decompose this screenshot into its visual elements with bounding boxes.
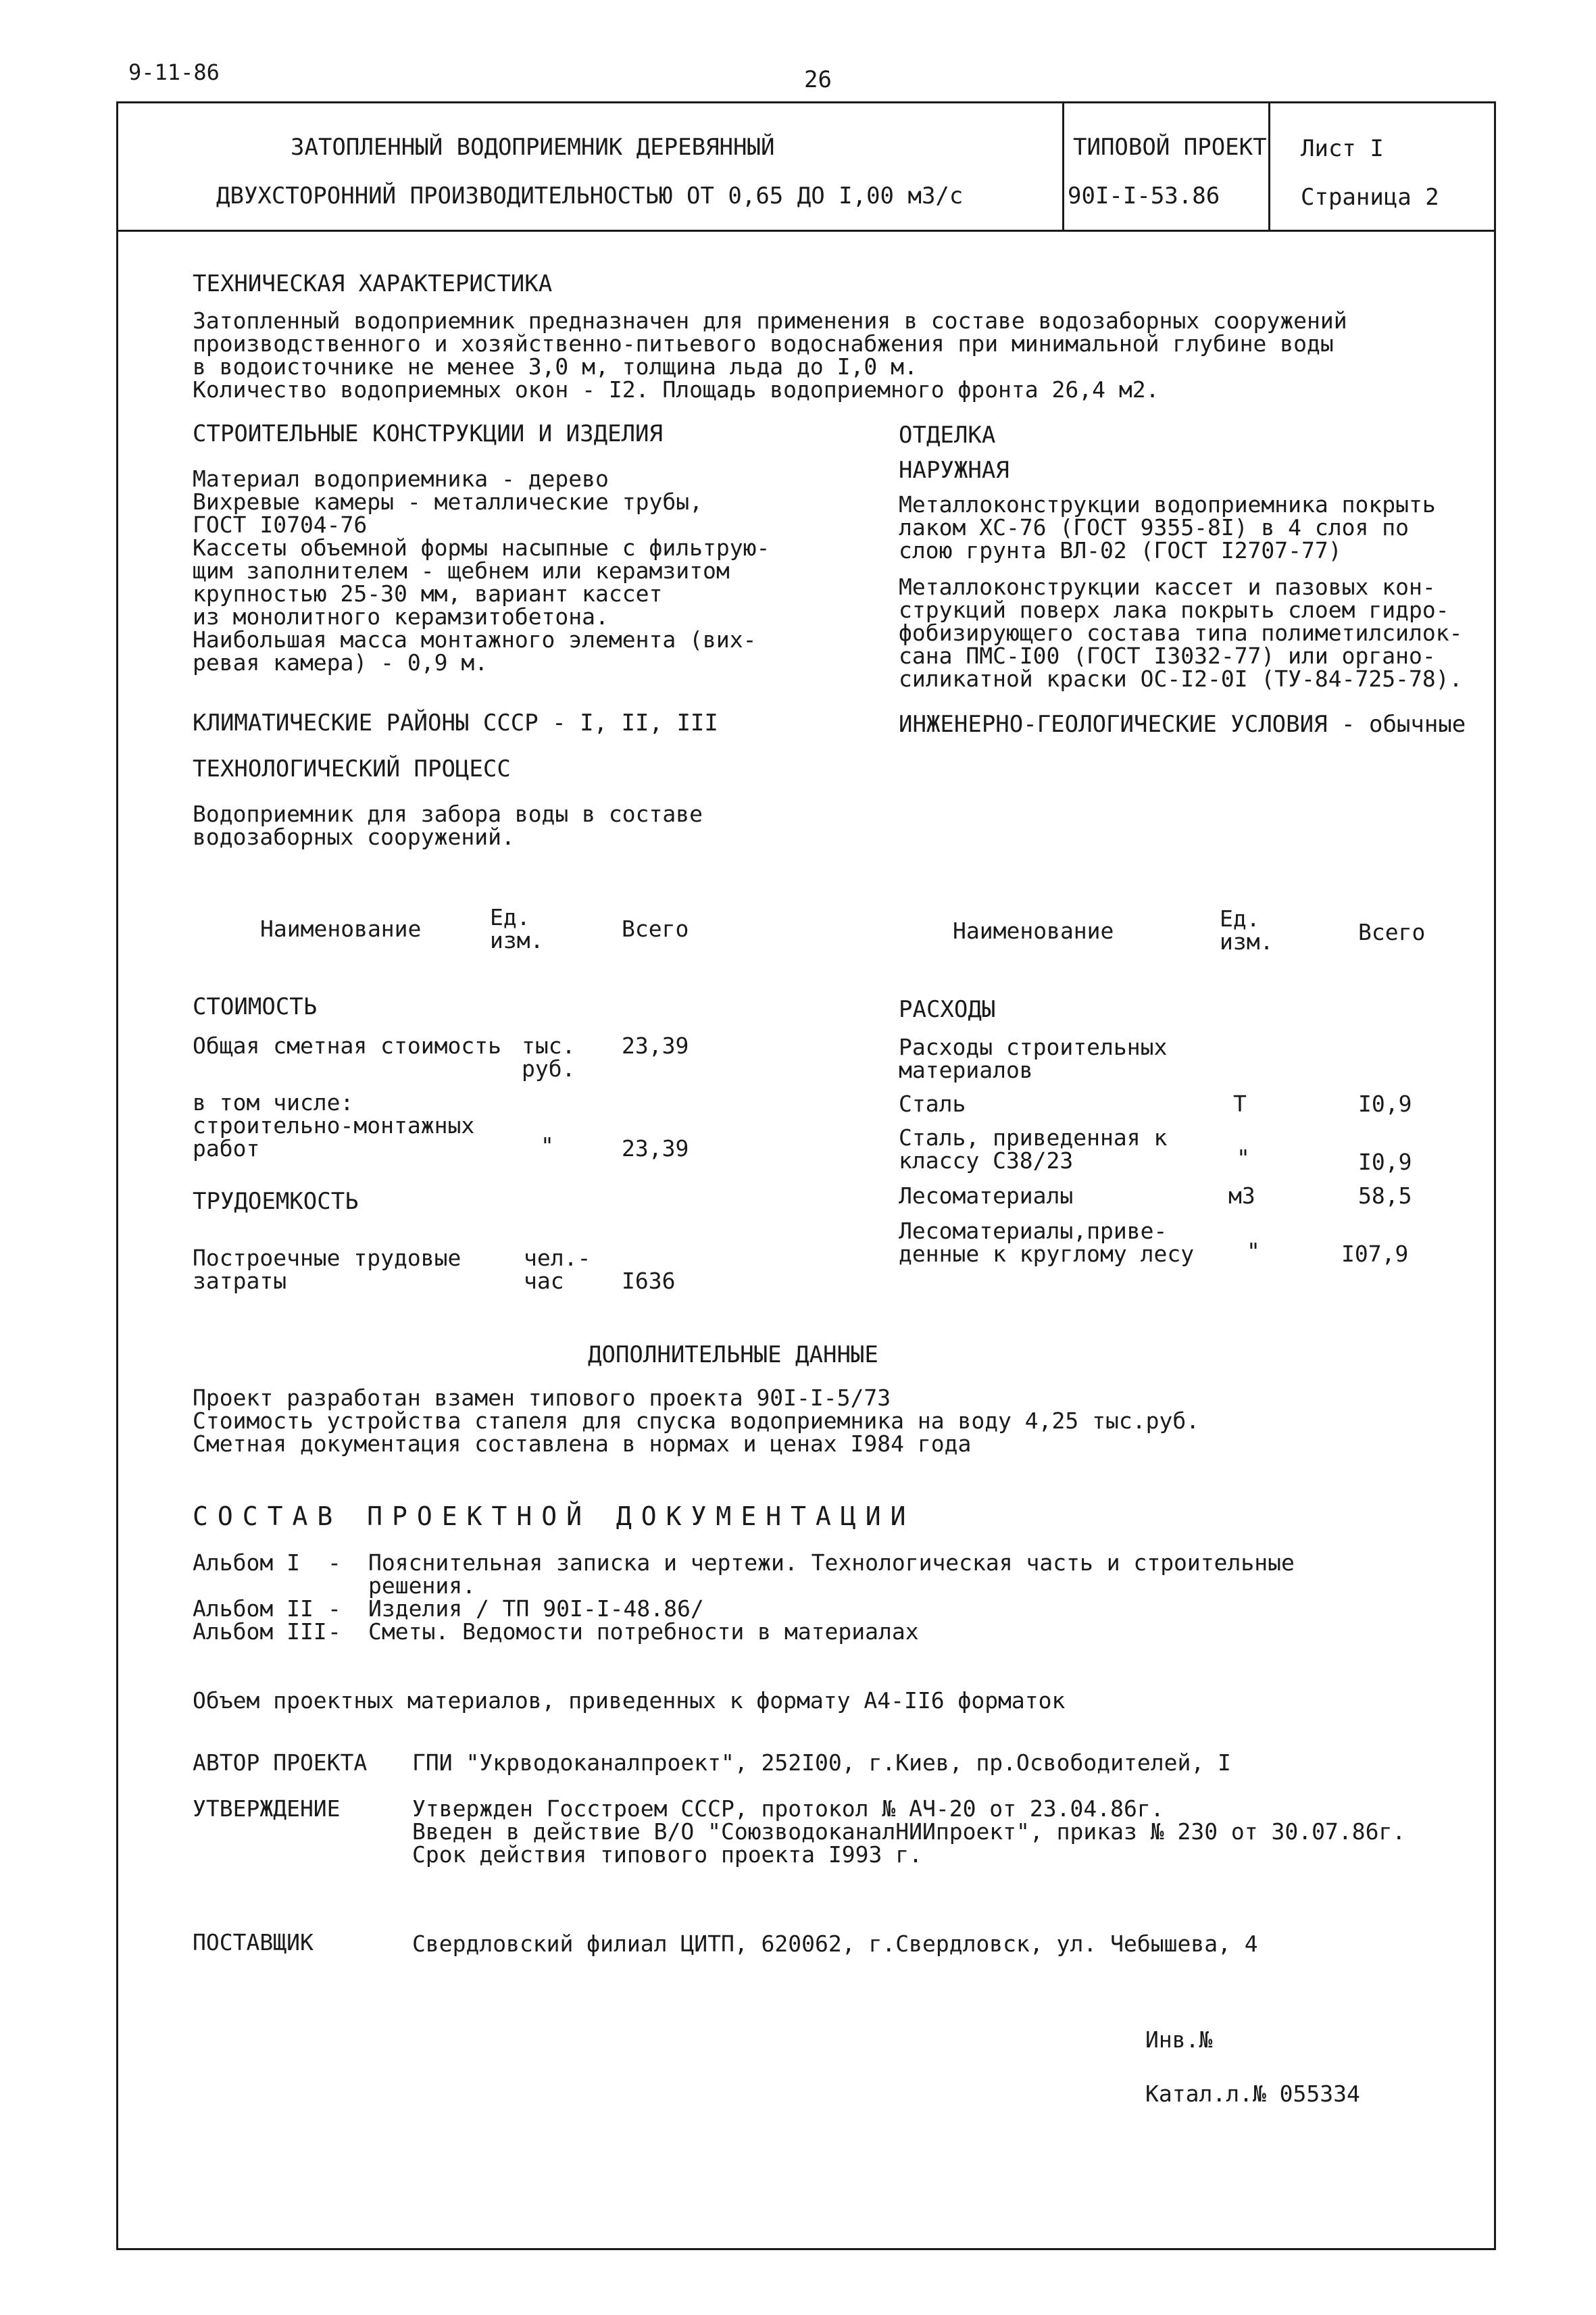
table-row-name: строительно-монтажных <box>193 1112 475 1139</box>
table-row-total: 23,39 <box>622 1032 689 1059</box>
table-row-unit: " <box>1247 1238 1260 1264</box>
table-row-name: денные к круглому лесу <box>899 1241 1195 1267</box>
process-line: водозаборных сооружений. <box>193 824 515 850</box>
album-label: Альбом I <box>193 1549 300 1576</box>
labor-heading: ТРУДОЕМКОСТЬ <box>193 1188 359 1215</box>
finishing-line: Металлоконструкции водоприемника покрыть <box>899 491 1436 518</box>
author-label: АВТОР ПРОЕКТА <box>193 1749 368 1776</box>
table-right-col-unit: Ед. <box>1220 905 1260 932</box>
table-row-name: Лесоматериалы <box>899 1183 1074 1209</box>
album-dash: - <box>328 1595 341 1622</box>
table-row-total: I636 <box>622 1268 676 1294</box>
additional-line: Проект разработан взамен типового проекта 90I-I-5/73 <box>193 1385 891 1411</box>
finishing-line: струкций поверх лака покрыть слоем гидро- <box>899 597 1449 623</box>
table-row-name: материалов <box>899 1057 1033 1083</box>
construction-line: щим заполнителем - щебнем или керамзитом <box>193 557 730 584</box>
finishing-subheading: НАРУЖНАЯ <box>899 457 1009 484</box>
approval-line: Введен в действие В/О "СоюзводоканалНИИпроект", приказ № 230 от 30.07.86г. <box>412 1818 1406 1845</box>
project-label: ТИПОВОЙ ПРОЕКТ <box>1073 134 1267 161</box>
table-row-name: классу С38/23 <box>899 1147 1074 1174</box>
finishing-line: Металлоконструкции кассет и пазовых кон- <box>899 574 1436 600</box>
table-row-name: Построечные трудовые <box>193 1245 462 1271</box>
table-row-name: Общая сметная стоимость <box>193 1032 501 1059</box>
inventory-number: Инв.№ <box>1145 2026 1213 2053</box>
process-line: Водоприемник для забора воды в составе <box>193 801 703 827</box>
table-right-col-unit: изм. <box>1220 928 1274 955</box>
construction-line: из монолитного керамзитобетона. <box>193 603 609 630</box>
construction-line: Вихревые камеры - металлические трубы, <box>193 489 703 515</box>
geology-conditions: ИНЖЕНЕРНО-ГЕОЛОГИЧЕСКИЕ УСЛОВИЯ - обычные <box>899 711 1466 738</box>
table-row-total: 23,39 <box>622 1135 689 1162</box>
header-divider-1 <box>1062 101 1064 231</box>
construction-line: Наибольшая масса монтажного элемента (вих- <box>193 626 757 653</box>
table-row-name: работ <box>193 1135 260 1162</box>
table-row-unit: чел.- <box>524 1245 591 1271</box>
project-number: 90I-I-53.86 <box>1068 182 1220 209</box>
construction-line: крупностью 25-30 мм, вариант кассет <box>193 580 663 607</box>
supplier-text: Свердловский филиал ЦИТП, 620062, г.Свердловск, ул. Чебышева, 4 <box>412 1931 1258 1957</box>
tech-line: Затопленный водоприемник предназначен для применения в составе водозаборных сооружений <box>193 307 1347 334</box>
album-text: решения. <box>368 1572 476 1599</box>
tech-line: Количество водоприемных окон - I2. Площадь водоприемного фронта 26,4 м2. <box>193 376 1159 403</box>
approval-label: УТВЕРЖДЕНИЕ <box>193 1795 341 1822</box>
table-right-col-total: Всего <box>1358 919 1426 945</box>
table-left-col-unit: Ед. <box>490 904 530 930</box>
title-line-1: ЗАТОПЛЕННЫЙ ВОДОПРИЕМНИК ДЕРЕВЯННЫЙ <box>291 134 775 161</box>
process-heading: ТЕХНОЛОГИЧЕСКИЙ ПРОЦЕСС <box>193 755 511 782</box>
album-dash: - <box>328 1549 341 1576</box>
supplier-label: ПОСТАВЩИК <box>193 1929 314 1956</box>
header-bottom-line <box>116 230 1496 232</box>
additional-line: Стоимость устройства стапеля для спуска водоприемника на воду 4,25 тыс.руб. <box>193 1408 1200 1434</box>
cost-heading: СТОИМОСТЬ <box>193 993 318 1020</box>
approval-line: Срок действия типового проекта I993 г. <box>412 1841 922 1868</box>
construction-line: Кассеты объемной формы насыпные с фильтрую- <box>193 534 770 561</box>
table-row-total: I07,9 <box>1341 1241 1409 1267</box>
table-row-name: Расходы строительных <box>899 1034 1168 1060</box>
author-text: ГПИ "Укрводоканалпроект", 252I00, г.Киев, пр.Освободителей, I <box>412 1749 1231 1776</box>
table-row-total: 58,5 <box>1358 1183 1412 1209</box>
table-row-unit: руб. <box>522 1055 576 1082</box>
page-date: 9-11-86 <box>128 59 220 85</box>
additional-heading: ДОПОЛНИТЕЛЬНЫЕ ДАННЫЕ <box>588 1341 878 1368</box>
composition-heading: СОСТАВ ПРОЕКТНОЙ ДОКУМЕНТАЦИИ <box>193 1501 916 1531</box>
header-divider-2 <box>1268 101 1270 231</box>
title-line-2: ДВУХСТОРОННИЙ ПРОИЗВОДИТЕЛЬНОСТЬЮ ОТ 0,65 ДО I,00 м3/с <box>216 182 964 209</box>
table-row-name: Лесоматериалы,приве- <box>899 1218 1168 1244</box>
album-text: Пояснительная записка и чертежи. Технологическая часть и строительные <box>368 1549 1295 1576</box>
right-margin-line-1 <box>1494 230 1496 804</box>
table-row-unit: Т <box>1233 1091 1247 1117</box>
expenses-heading: РАСХОДЫ <box>899 996 996 1023</box>
construction-line: ГОСТ I0704-76 <box>193 512 368 538</box>
table-row-name: Сталь, приведенная к <box>899 1124 1168 1151</box>
tech-line: производственного и хозяйственно-питьевого водоснабжения при минимальной глубине воды <box>193 330 1334 357</box>
page-number: 26 <box>804 66 832 93</box>
right-margin-line-2 <box>1494 878 1496 2250</box>
table-left-col-name: Наименование <box>260 916 422 942</box>
sheet-label: Лист I <box>1301 135 1384 162</box>
construction-heading: СТРОИТЕЛЬНЫЕ КОНСТРУКЦИИ И ИЗДЕЛИЯ <box>193 420 663 447</box>
finishing-line: слою грунта ВЛ-02 (ГОСТ I2707-77) <box>899 537 1342 564</box>
finishing-line: сана ПМС-I00 (ГОСТ I3032-77) или органо- <box>899 643 1436 669</box>
table-right-col-name: Наименование <box>953 918 1114 944</box>
finishing-line: фобизирующего состава типа полиметилсилок- <box>899 620 1463 646</box>
table-row-unit: " <box>1237 1145 1250 1171</box>
finishing-heading: ОТДЕЛКА <box>899 422 996 449</box>
table-row-name: Сталь <box>899 1091 966 1117</box>
catalog-number: Катал.л.№ 055334 <box>1145 2081 1360 2107</box>
table-row-name: в том числе: <box>193 1089 354 1116</box>
table-row-name: затраты <box>193 1268 287 1294</box>
table-row-unit: " <box>541 1132 554 1159</box>
table-row-unit: тыс. <box>522 1032 576 1059</box>
table-row-total: I0,9 <box>1358 1149 1412 1175</box>
approval-line: Утвержден Госстроем СССР, протокол № АЧ-20 от 23.04.86г. <box>412 1795 1164 1822</box>
climate-regions: КЛИМАТИЧЕСКИЕ РАЙОНЫ СССР - I, II, III <box>193 710 718 737</box>
finishing-line: силикатной краски ОС-I2-0I (ТУ-84-725-78). <box>899 666 1463 692</box>
album-label: Альбом II <box>193 1595 314 1622</box>
album-label: Альбом III <box>193 1618 327 1645</box>
album-text: Изделия / ТП 90I-I-48.86/ <box>368 1595 704 1622</box>
tech-line: в водоисточнике не менее 3,0 м, толщина льда до I,0 м. <box>193 353 918 380</box>
construction-line: Материал водоприемника - дерево <box>193 466 609 492</box>
table-row-unit: м3 <box>1228 1183 1255 1209</box>
table-left-col-unit: изм. <box>490 927 544 953</box>
tech-heading: ТЕХНИЧЕСКАЯ ХАРАКТЕРИСТИКА <box>193 270 553 297</box>
page-label: Страница 2 <box>1301 184 1439 211</box>
table-left-col-total: Всего <box>622 916 689 942</box>
additional-line: Сметная документация составлена в нормах и ценах I984 года <box>193 1430 972 1457</box>
table-row-unit: час <box>524 1268 564 1294</box>
volume-text: Объем проектных материалов, приведенных к формату А4-II6 форматок <box>193 1687 1066 1714</box>
table-row-total: I0,9 <box>1358 1091 1412 1117</box>
album-text: Сметы. Ведомости потребности в материалах <box>368 1618 919 1645</box>
finishing-line: лаком ХС-76 (ГОСТ 9355-8I) в 4 слоя по <box>899 514 1409 541</box>
album-dash: - <box>328 1618 341 1645</box>
construction-line: ревая камера) - 0,9 м. <box>193 649 489 676</box>
